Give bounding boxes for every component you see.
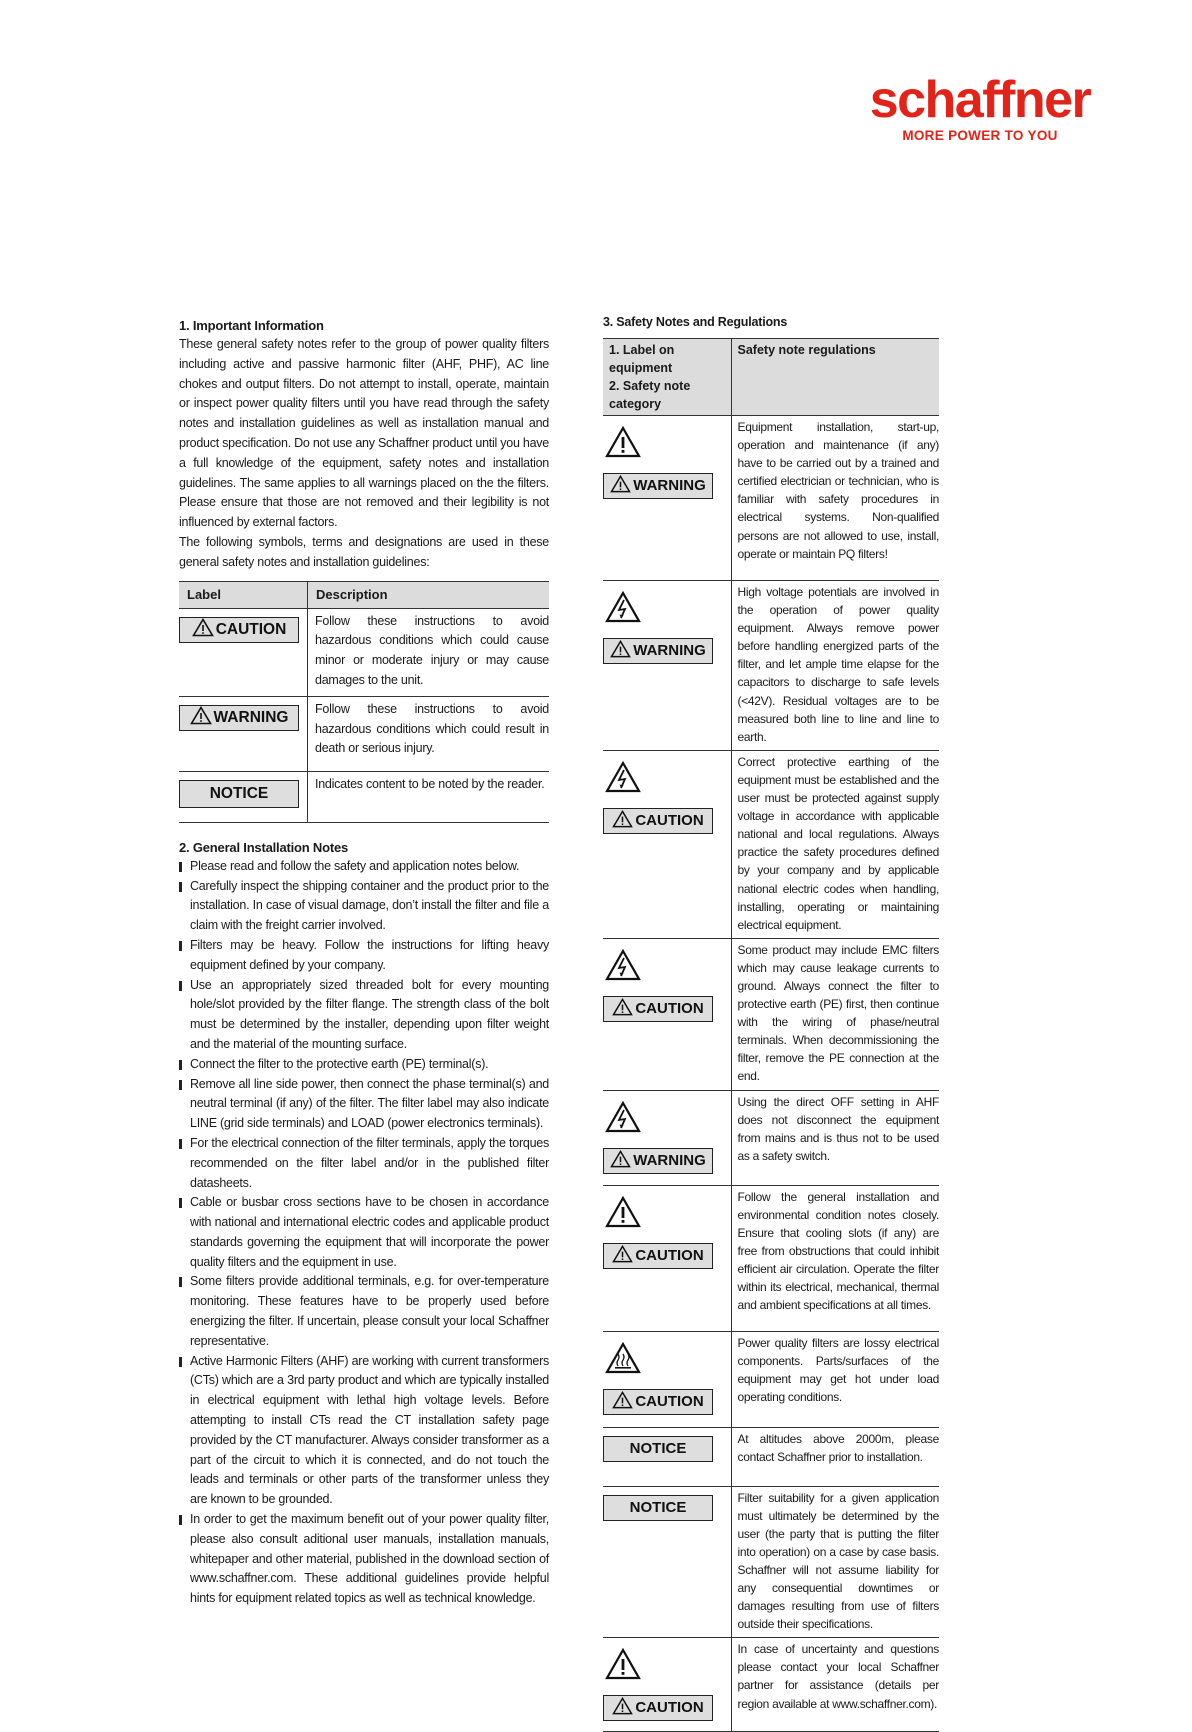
list-item: Cable or busbar cross sections have to be chosen in accordance with national and international electric codes and applicable product standards governing the equipment that will incorporate the power quality filters and the equipment in use. (179, 1193, 549, 1272)
regulation-text: Correct protective earthing of the equipment must be established and the user must be protected against supply voltage in accordance with applicable national and local regulations. Always practice the safety procedures defined by your company and by applicable national electric codes when handling, installing, operating or maintaining electrical equipment. (731, 750, 939, 938)
list-item: Connect the filter to the protective earth (PE) terminal(s). (179, 1055, 549, 1075)
left-column (179, 316, 549, 1609)
section-1-heading: 1. Important Information (179, 318, 324, 333)
right-column (603, 313, 939, 1732)
list-item: Please read and follow the safety and application notes below. (179, 857, 549, 877)
label-column-header: Label (179, 581, 308, 608)
notice-label: NOTICE (603, 1495, 713, 1521)
list-item: Active Harmonic Filters (AHF) are working with current transformers (CTs) which are a 3rd party product and which are typically installed in electrical equipment with lethal high voltage levels. Before attempting to install CTs read the CT installation safety page provided by the CT manufacturer. Always consider transformer as a part of the circuit to which it is connected, and do not touch the leads and terminals or other parts of the transformer unless they are known to be grounded. (179, 1352, 549, 1510)
warning-triangle-icon (610, 1150, 631, 1168)
regulation-text: In case of uncertainty and questions please contact your local Schaffner partner for assistance (details per region available at www.schaffner.com). (731, 1638, 939, 1732)
section-1-intro: These general safety notes refer to the group of power quality filters including active and passive harmonic filter (AHF, PHF), AC line chokes and output filters. Do not attempt to install, operate, maintain or inspect power quality filters until you have read through the safety notes and installation guidelines as well as installation manual and product specification. Do not use any Schaffner product until you have a full knowledge of the equipment, safety notes and installation guidelines. The same applies to all warnings placed on the the filters. Please ensure that those are not removed and their legibility is not influenced by external factors. (179, 337, 550, 530)
table-row (603, 416, 939, 581)
description-column-header: Description (308, 581, 550, 608)
table-row (603, 1486, 939, 1638)
caution-label: CAUTION (603, 1243, 713, 1269)
regulation-text: Follow the general installation and environmental condition notes closely. Ensure that cooling slots (if any) are free from obstructions that could inhibit efficient air circulation. Operate the filter within its electrical, mechanical, thermal and ambient specifications at all times. (731, 1185, 939, 1331)
table-row (603, 1090, 939, 1185)
installation-notes-list (179, 857, 549, 1609)
warning-label: WARNING (603, 1148, 713, 1174)
section-2-heading: 2. General Installation Notes (179, 839, 349, 855)
warning-label: WARNING (603, 638, 713, 664)
notice-description: Indicates content to be noted by the reader. (308, 771, 550, 822)
regulation-text: Power quality filters are lossy electrical components. Parts/surfaces of the equipment may get hot under load operating conditions. (731, 1331, 939, 1427)
table-row (603, 1427, 939, 1486)
warning-triangle-icon (610, 475, 631, 493)
caution-label: CAUTION (603, 1695, 713, 1721)
table-row (179, 696, 549, 771)
high-voltage-icon (605, 949, 731, 986)
caution-label: CAUTION (179, 617, 299, 643)
warning-triangle-icon (612, 1245, 633, 1263)
general-warning-icon (605, 1196, 731, 1233)
high-voltage-icon (605, 1101, 731, 1138)
regulation-text: Filter suitability for a given application must ultimately be determined by the user (the party that is putting the filter into operation) on a case by case basis. Schaffner will not assume liability for any consequential downtimes or damages resulting from use of filters outside their specifications. (731, 1486, 939, 1638)
regulation-text: At altitudes above 2000m, please contact Schaffner prior to installation. (731, 1427, 939, 1486)
general-warning-icon (605, 1648, 731, 1685)
list-item: Remove all line side power, then connect the phase terminal(s) and neutral terminal (if any) of the filter. The filter label may also indicate LINE (grid side terminals) and LOAD (power electronics terminals). (179, 1075, 549, 1134)
warning-description: Follow these instructions to avoid hazardous conditions which could result in death or serious injury. (308, 696, 550, 771)
notice-label: NOTICE (179, 780, 299, 808)
list-item: Use an appropriately sized threaded bolt for every mounting hole/slot provided by the filter flange. The strength class of the bolt must be determined by the installer, depending upon filter weight and the material of the mounting surface. (179, 976, 549, 1055)
list-item: Carefully inspect the shipping container and the product prior to the installation. In case of visual damage, don’t install the filter and file a claim with the freight carrier involved. (179, 877, 549, 936)
table-header (603, 339, 939, 416)
table-row (603, 581, 939, 751)
list-item: For the electrical connection of the filter terminals, apply the torques recommended on the filter label and/or in the published filter datasheets. (179, 1134, 549, 1193)
hot-surface-icon (605, 1342, 731, 1379)
list-item: In order to get the maximum benefit out of your power quality filter, please also consult aditional user manuals, installation manuals, whitepaper and other material, published in the download section of www.schaffner.com. These additional guidelines provide helpful hints for equipment related topics as well as technical knowledge. (179, 1510, 549, 1609)
regulation-text: Some product may include EMC filters which may cause leakage currents to ground. Always connect the filter to protective earth (PE) first, then continue with the wiring of phase/neutral terminals. When decommissioning the filter, remove the PE connection at the end. (731, 938, 939, 1090)
high-voltage-icon (605, 761, 731, 798)
regulation-text: High voltage potentials are involved in the operation of power quality equipment. Always remove power before handling energized parts of the filter, and let ample time elapse for the capacitors to discharge to safe levels (<42V). Residual voltages are to be measured both line to line and line to earth. (731, 581, 939, 751)
notice-label: NOTICE (603, 1436, 713, 1462)
table-header (179, 581, 549, 608)
high-voltage-icon (605, 591, 731, 628)
regulation-text: Equipment installation, start-up, operation and maintenance (if any) have to be carried out by a trained and certified electrician or technician, who is familiar with safety procedures in electrical systems. Non-qualified persons are not allowed to use, install, operate or maintain PQ filters! (731, 416, 939, 581)
safety-regulations-table (603, 338, 939, 1732)
label-description-table (179, 581, 549, 823)
caution-label: CAUTION (603, 1389, 713, 1415)
caution-description: Follow these instructions to avoid hazardous conditions which could cause minor or moderate injury or may cause damages to the unit. (308, 608, 550, 696)
warning-triangle-icon (190, 706, 212, 725)
section-3-heading: 3. Safety Notes and Regulations (603, 315, 788, 329)
caution-label: CAUTION (603, 808, 713, 834)
table-row (603, 1185, 939, 1331)
warning-triangle-icon (612, 998, 633, 1016)
warning-label: WARNING (179, 705, 299, 731)
warning-triangle-icon (610, 640, 631, 658)
warning-label: WARNING (603, 473, 713, 499)
warning-triangle-icon (192, 618, 214, 637)
regulations-header: Safety note regulations (731, 339, 939, 416)
warning-triangle-icon (612, 810, 633, 828)
brand-name: schaffner (869, 71, 1091, 129)
label-category-header: 1. Label on equipment 2. Safety note category (603, 339, 731, 416)
brand-logo (852, 71, 1108, 143)
table-row (179, 608, 549, 696)
caution-label: CAUTION (603, 996, 713, 1022)
general-warning-icon (605, 426, 731, 463)
list-item: Some filters provide additional terminals, e.g. for over-temperature monitoring. These features have to be properly used before energizing the filter. If uncertain, please consult your local Schaffner representative. (179, 1272, 549, 1351)
list-item: Filters may be heavy. Follow the instructions for lifting heavy equipment defined by your company. (179, 936, 549, 976)
table-row (603, 750, 939, 938)
table-row (603, 1331, 939, 1427)
warning-triangle-icon (612, 1697, 633, 1715)
brand-tagline: MORE POWER TO YOU (902, 128, 1058, 143)
section-1-symbols-intro: The following symbols, terms and designations are used in these general safety notes and installation guidelines: (179, 534, 549, 569)
table-row (603, 938, 939, 1090)
warning-triangle-icon (612, 1391, 633, 1409)
regulation-text: Using the direct OFF setting in AHF does not disconnect the equipment from mains and is thus not to be used as a safety switch. (731, 1090, 939, 1185)
table-row (179, 771, 549, 822)
